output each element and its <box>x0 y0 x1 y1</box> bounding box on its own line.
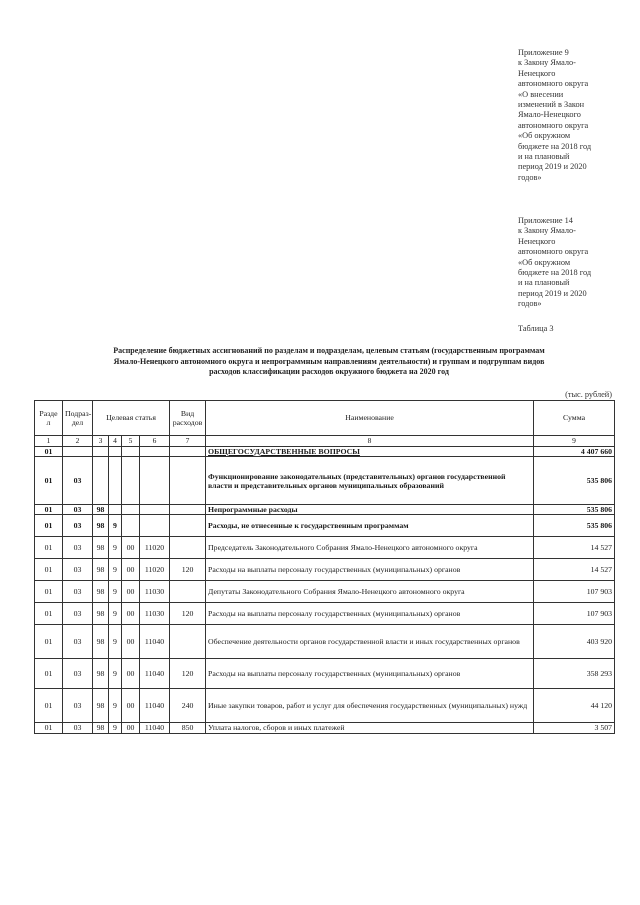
subprogram-code-cell: 9 <box>109 625 122 659</box>
razdel-cell: 01 <box>35 559 63 581</box>
program-code-cell: 98 <box>93 559 109 581</box>
appendix-14-line: автономного округа <box>518 247 589 257</box>
item-name-cell: Обеспечение деятельности органов государственной власти и иных государственных органов <box>206 625 534 659</box>
amount-cell: 535 806 <box>534 457 615 505</box>
program-code-cell <box>93 457 109 505</box>
expense-code-cell: 11030 <box>140 603 170 625</box>
subprogram-code-cell: 9 <box>109 581 122 603</box>
column-number: 8 <box>206 436 534 447</box>
column-number: 3 <box>93 436 109 447</box>
podrazdel-cell: 03 <box>63 659 93 689</box>
program-code-cell: 98 <box>93 625 109 659</box>
direction-code-cell <box>122 505 140 515</box>
appendix-9-line: автономного округа <box>518 120 589 130</box>
expense-type-cell: 120 <box>170 659 206 689</box>
item-name-cell: Депутаты Законодательного Собрания Ямало-Ненецкого автономного округа <box>206 581 534 603</box>
header-naimenovanie: Наименование <box>206 401 534 436</box>
expense-type-cell: 240 <box>170 689 206 723</box>
table-row <box>35 659 615 689</box>
amount-cell: 3 507 <box>534 723 615 733</box>
column-number: 7 <box>170 436 206 447</box>
direction-code-cell <box>122 457 140 505</box>
subprogram-code-cell <box>109 505 122 515</box>
appendix-14-line: и на плановый <box>518 278 570 288</box>
expense-code-cell: 11040 <box>140 723 170 733</box>
table-row <box>35 457 615 505</box>
expense-type-cell <box>170 457 206 505</box>
appendix-9-line: и на плановый <box>518 152 570 162</box>
podrazdel-cell: 03 <box>63 581 93 603</box>
direction-code-cell: 00 <box>122 723 140 733</box>
podrazdel-cell: 03 <box>63 457 93 505</box>
appendix-14-line: Приложение 14 <box>518 216 573 225</box>
subprogram-code-cell <box>109 447 122 457</box>
razdel-cell: 01 <box>35 515 63 537</box>
razdel-cell: 01 <box>35 505 63 515</box>
appendix-9-line: Ненецкого <box>518 68 556 78</box>
appendix-9-line: Приложение 9 <box>518 48 569 57</box>
expense-code-cell: 11020 <box>140 559 170 581</box>
amount-cell: 403 920 <box>534 625 615 659</box>
title-line: Распределение бюджетных ассигнований по разделам и подразделам, целевым статьям (государственным программам <box>113 346 545 355</box>
subprogram-code-cell: 9 <box>109 659 122 689</box>
direction-code-cell: 00 <box>122 559 140 581</box>
program-code-cell: 98 <box>93 659 109 689</box>
expense-type-cell: 850 <box>170 723 206 733</box>
header-summa: Сумма <box>534 401 615 436</box>
razdel-cell: 01 <box>35 603 63 625</box>
razdel-cell: 01 <box>35 447 63 457</box>
amount-cell: 535 806 <box>534 515 615 537</box>
expense-code-cell: 11040 <box>140 659 170 689</box>
program-code-cell: 98 <box>93 581 109 603</box>
table-body <box>35 447 615 734</box>
appendix-9-line: Ямало-Ненецкого <box>518 110 581 120</box>
header-razdel: Разде л <box>35 401 63 436</box>
direction-code-cell: 00 <box>122 659 140 689</box>
table-row <box>35 723 615 733</box>
table-row <box>35 689 615 723</box>
item-name-cell: Иные закупки товаров, работ и услуг для обеспечения государственных (муниципальных) нужд <box>206 689 534 723</box>
appendix-9-line: период 2019 и 2020 <box>518 162 587 172</box>
table-row <box>35 625 615 659</box>
expense-code-cell: 11040 <box>140 689 170 723</box>
expense-code-cell <box>140 457 170 505</box>
table-row <box>35 447 615 457</box>
item-name-cell: Расходы на выплаты персоналу государственных (муниципальных) органов <box>206 603 534 625</box>
amount-cell: 14 527 <box>534 559 615 581</box>
expense-type-cell: 120 <box>170 603 206 625</box>
appendix-9-line: к Закону Ямало- <box>518 58 576 68</box>
amount-cell: 14 527 <box>534 537 615 559</box>
direction-code-cell: 00 <box>122 625 140 659</box>
razdel-cell: 01 <box>35 457 63 505</box>
table-row <box>35 505 615 515</box>
expense-code-cell: 11040 <box>140 625 170 659</box>
razdel-cell: 01 <box>35 689 63 723</box>
header-podrazdel: Подраз- дел <box>63 401 93 436</box>
amount-cell: 358 293 <box>534 659 615 689</box>
item-name-cell: Уплата налогов, сборов и иных платежей <box>206 723 534 733</box>
direction-code-cell: 00 <box>122 603 140 625</box>
direction-code-cell <box>122 515 140 537</box>
expense-code-cell: 11020 <box>140 537 170 559</box>
item-name-cell: Расходы на выплаты персоналу государственных (муниципальных) органов <box>206 559 534 581</box>
appendix-9-line: «О внесении <box>518 89 564 99</box>
direction-code-cell: 00 <box>122 537 140 559</box>
expense-code-cell <box>140 505 170 515</box>
subprogram-code-cell: 9 <box>109 723 122 733</box>
budget-table <box>34 400 615 734</box>
appendix-14-line: годов» <box>518 299 542 309</box>
podrazdel-cell: 03 <box>63 515 93 537</box>
podrazdel-cell: 03 <box>63 505 93 515</box>
program-code-cell: 98 <box>93 505 109 515</box>
amount-cell: 4 407 660 <box>534 447 615 457</box>
podrazdel-cell: 03 <box>63 625 93 659</box>
expense-code-cell <box>140 515 170 537</box>
expense-type-cell <box>170 625 206 659</box>
header-tselevaya-statya: Целевая статья <box>93 401 170 436</box>
expense-code-cell: 11030 <box>140 581 170 603</box>
expense-type-cell <box>170 537 206 559</box>
item-name-cell: Расходы, не отнесенные к государственным программам <box>206 515 534 537</box>
program-code-cell: 98 <box>93 515 109 537</box>
podrazdel-cell: 03 <box>63 723 93 733</box>
expense-type-cell: 120 <box>170 559 206 581</box>
units-label: (тыс. рублей) <box>565 390 612 399</box>
table-row <box>35 559 615 581</box>
program-code-cell: 98 <box>93 603 109 625</box>
program-code-cell <box>93 447 109 457</box>
appendix-9-note <box>518 48 628 183</box>
podrazdel-cell: 03 <box>63 537 93 559</box>
razdel-cell: 01 <box>35 659 63 689</box>
expense-type-cell <box>170 505 206 515</box>
direction-code-cell: 00 <box>122 581 140 603</box>
column-number: 6 <box>140 436 170 447</box>
item-name-cell: Функционирование законодательных (представительных) органов государственной власти и представительных органов муниципальных образований <box>206 457 534 505</box>
appendix-9-line: «Об окружном <box>518 131 571 141</box>
subprogram-code-cell: 9 <box>109 559 122 581</box>
item-name-cell: Расходы на выплаты персоналу государственных (муниципальных) органов <box>206 659 534 689</box>
column-number: 5 <box>122 436 140 447</box>
amount-cell: 107 903 <box>534 581 615 603</box>
column-number-row <box>35 436 615 447</box>
expense-type-cell <box>170 447 206 457</box>
header-vid-raskhodov: Вид расходов <box>170 401 206 436</box>
razdel-cell: 01 <box>35 625 63 659</box>
amount-cell: 44 120 <box>534 689 615 723</box>
appendix-14-line: бюджете на 2018 год <box>518 268 592 278</box>
podrazdel-cell: 03 <box>63 689 93 723</box>
expense-type-cell <box>170 581 206 603</box>
column-number: 2 <box>63 436 93 447</box>
subprogram-code-cell <box>109 457 122 505</box>
expense-code-cell <box>140 447 170 457</box>
razdel-cell: 01 <box>35 581 63 603</box>
amount-cell: 535 806 <box>534 505 615 515</box>
direction-code-cell: 00 <box>122 689 140 723</box>
table-row <box>35 537 615 559</box>
program-code-cell: 98 <box>93 537 109 559</box>
appendix-14-line: к Закону Ямало- <box>518 226 576 236</box>
document-title <box>40 346 618 378</box>
item-name-cell: ОБЩЕГОСУДАРСТВЕННЫЕ ВОПРОСЫ <box>206 447 534 457</box>
subprogram-code-cell: 9 <box>109 603 122 625</box>
table-row <box>35 603 615 625</box>
subprogram-code-cell: 9 <box>109 689 122 723</box>
appendix-14-line: «Об окружном <box>518 257 571 267</box>
appendix-9-line: бюджете на 2018 год <box>518 141 592 151</box>
title-line: Ямало-Ненецкого автономного округа и непрограммным направлениям деятельности) и группам и подгруппам видов <box>113 356 545 366</box>
column-number: 4 <box>109 436 122 447</box>
title-line: расходов классификации расходов окружного бюджета на 2020 год <box>209 367 449 376</box>
subprogram-code-cell: 9 <box>109 537 122 559</box>
podrazdel-cell <box>63 447 93 457</box>
appendix-9-line: автономного округа <box>518 79 589 89</box>
table-row <box>35 581 615 603</box>
expense-type-cell <box>170 515 206 537</box>
appendix-9-line: годов» <box>518 172 542 182</box>
appendix-14-line: период 2019 и 2020 <box>518 288 587 298</box>
subprogram-code-cell: 9 <box>109 515 122 537</box>
table-row <box>35 515 615 537</box>
razdel-cell: 01 <box>35 723 63 733</box>
razdel-cell: 01 <box>35 537 63 559</box>
appendix-9-line: изменений в Закон <box>518 100 585 110</box>
item-name-cell: Председатель Законодательного Собрания Ямало-Ненецкого автономного округа <box>206 537 534 559</box>
podrazdel-cell: 03 <box>63 603 93 625</box>
table-label: Таблица 3 <box>518 324 554 333</box>
column-number: 1 <box>35 436 63 447</box>
program-code-cell: 98 <box>93 723 109 733</box>
column-number: 9 <box>534 436 615 447</box>
amount-cell: 107 903 <box>534 603 615 625</box>
appendix-14-note <box>518 216 628 310</box>
program-code-cell: 98 <box>93 689 109 723</box>
item-name-cell: Непрограммные расходы <box>206 505 534 515</box>
direction-code-cell <box>122 447 140 457</box>
appendix-14-line: Ненецкого <box>518 236 556 246</box>
podrazdel-cell: 03 <box>63 559 93 581</box>
